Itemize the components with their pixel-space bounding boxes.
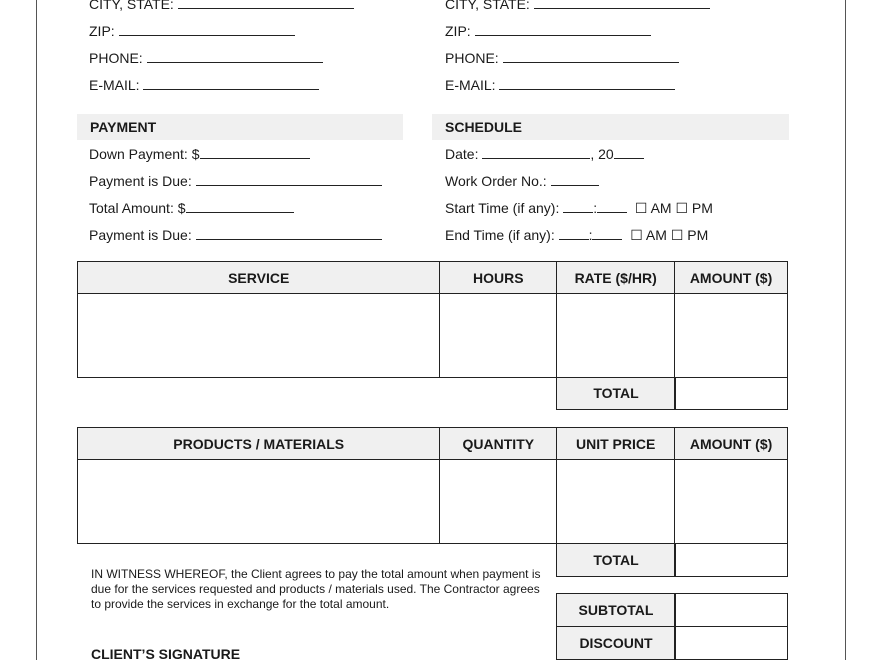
payment-due-field-1[interactable]	[89, 173, 382, 190]
am-checkbox[interactable]: ☐ AM	[630, 227, 667, 243]
service-column-header: SERVICE	[78, 262, 440, 294]
start-time-field[interactable]	[445, 200, 713, 217]
hours-column-header: HOURS	[440, 262, 557, 294]
products-table	[77, 427, 788, 544]
start-time-label: Start Time (if any):	[445, 200, 560, 216]
subtotal-value[interactable]	[674, 593, 788, 627]
hours-cell[interactable]	[440, 294, 557, 378]
schedule-header: SCHEDULE	[432, 114, 789, 140]
right-email-field[interactable]	[445, 77, 675, 94]
right-phone-field[interactable]	[445, 50, 679, 67]
rate-column-header: RATE ($/HR)	[557, 262, 675, 294]
email-line[interactable]	[499, 77, 675, 90]
email-line[interactable]	[143, 77, 319, 90]
amount-cell[interactable]	[675, 294, 788, 378]
page-border-left	[36, 0, 37, 660]
end-time-label: End Time (if any):	[445, 227, 555, 243]
service-table	[77, 261, 788, 378]
end-time-field[interactable]	[445, 227, 708, 244]
quantity-column-header: QUANTITY	[440, 428, 557, 460]
end-minute-line[interactable]	[592, 227, 622, 240]
city-state-label: CITY, STATE:	[445, 0, 530, 12]
start-hour-line[interactable]	[563, 200, 593, 213]
time-colon: :	[593, 200, 598, 216]
payment-due-label: Payment is Due:	[89, 227, 192, 243]
end-hour-line[interactable]	[559, 227, 589, 240]
product-cell[interactable]	[78, 460, 440, 544]
date-label: Date:	[445, 146, 479, 162]
zip-line[interactable]	[119, 23, 295, 36]
total-amount-line[interactable]	[186, 200, 294, 213]
discount-label: DISCOUNT	[556, 626, 676, 660]
city-state-line[interactable]	[534, 0, 710, 9]
work-order-label: Work Order No.:	[445, 173, 547, 189]
year-line[interactable]	[614, 146, 644, 159]
left-city-state-field[interactable]	[89, 0, 354, 13]
unit-price-column-header: UNIT PRICE	[557, 428, 675, 460]
payment-header: PAYMENT	[77, 114, 403, 140]
quantity-cell[interactable]	[440, 460, 557, 544]
subtotal-label: SUBTOTAL	[556, 593, 676, 627]
phone-line[interactable]	[503, 50, 679, 63]
zip-label: ZIP:	[89, 23, 115, 39]
date-field[interactable]	[445, 146, 644, 163]
email-label: E-MAIL:	[89, 77, 140, 93]
date-line[interactable]	[482, 146, 590, 159]
discount-value[interactable]	[674, 626, 788, 660]
start-minute-line[interactable]	[597, 200, 627, 213]
products-total-label: TOTAL	[556, 543, 676, 577]
service-total-value[interactable]	[674, 377, 788, 410]
down-payment-field[interactable]	[89, 146, 310, 163]
down-payment-label: Down Payment: $	[89, 146, 200, 162]
amount-cell[interactable]	[675, 460, 788, 544]
unit-price-cell[interactable]	[557, 460, 675, 544]
phone-label: PHONE:	[445, 50, 499, 66]
total-amount-label: Total Amount: $	[89, 200, 186, 216]
email-label: E-MAIL:	[445, 77, 496, 93]
amount-column-header: AMOUNT ($)	[675, 262, 788, 294]
zip-line[interactable]	[475, 23, 651, 36]
pm-checkbox[interactable]: ☐ PM	[670, 227, 709, 243]
phone-line[interactable]	[147, 50, 323, 63]
city-state-label: CITY, STATE:	[89, 0, 174, 12]
time-colon: :	[588, 227, 593, 243]
table-row	[78, 460, 788, 544]
left-email-field[interactable]	[89, 77, 319, 94]
date-year-label: , 20	[590, 146, 614, 162]
payment-due-field-2[interactable]	[89, 227, 382, 244]
work-order-field[interactable]	[445, 173, 599, 190]
service-total-label: TOTAL	[556, 377, 676, 410]
service-cell[interactable]	[78, 294, 440, 378]
am-checkbox[interactable]: ☐ AM	[634, 200, 672, 216]
witness-paragraph: IN WITNESS WHEREOF, the Client agrees to pay the total amount when payment is due for the services requested and products / materials used. The Contractor agrees to provide the services in exchange for the total amount.	[91, 567, 541, 611]
left-zip-field[interactable]	[89, 23, 295, 40]
client-signature-label: CLIENT’S SIGNATURE	[91, 646, 241, 662]
work-order-line[interactable]	[551, 173, 599, 186]
payment-due-line[interactable]	[196, 227, 382, 240]
amount-column-header: AMOUNT ($)	[675, 428, 788, 460]
right-city-state-field[interactable]	[445, 0, 710, 13]
total-amount-field[interactable]	[89, 200, 294, 217]
rate-cell[interactable]	[557, 294, 675, 378]
payment-due-label: Payment is Due:	[89, 173, 192, 189]
down-payment-line[interactable]	[200, 146, 310, 159]
right-zip-field[interactable]	[445, 23, 651, 40]
products-header-row	[78, 428, 788, 460]
zip-label: ZIP:	[445, 23, 471, 39]
pm-checkbox[interactable]: ☐ PM	[675, 200, 713, 216]
table-row	[78, 294, 788, 378]
products-column-header: PRODUCTS / MATERIALS	[78, 428, 440, 460]
service-header-row	[78, 262, 788, 294]
left-phone-field[interactable]	[89, 50, 323, 67]
page-border-right	[845, 0, 846, 660]
products-total-value[interactable]	[674, 543, 788, 577]
payment-due-line[interactable]	[196, 173, 382, 186]
phone-label: PHONE:	[89, 50, 143, 66]
city-state-line[interactable]	[178, 0, 354, 9]
